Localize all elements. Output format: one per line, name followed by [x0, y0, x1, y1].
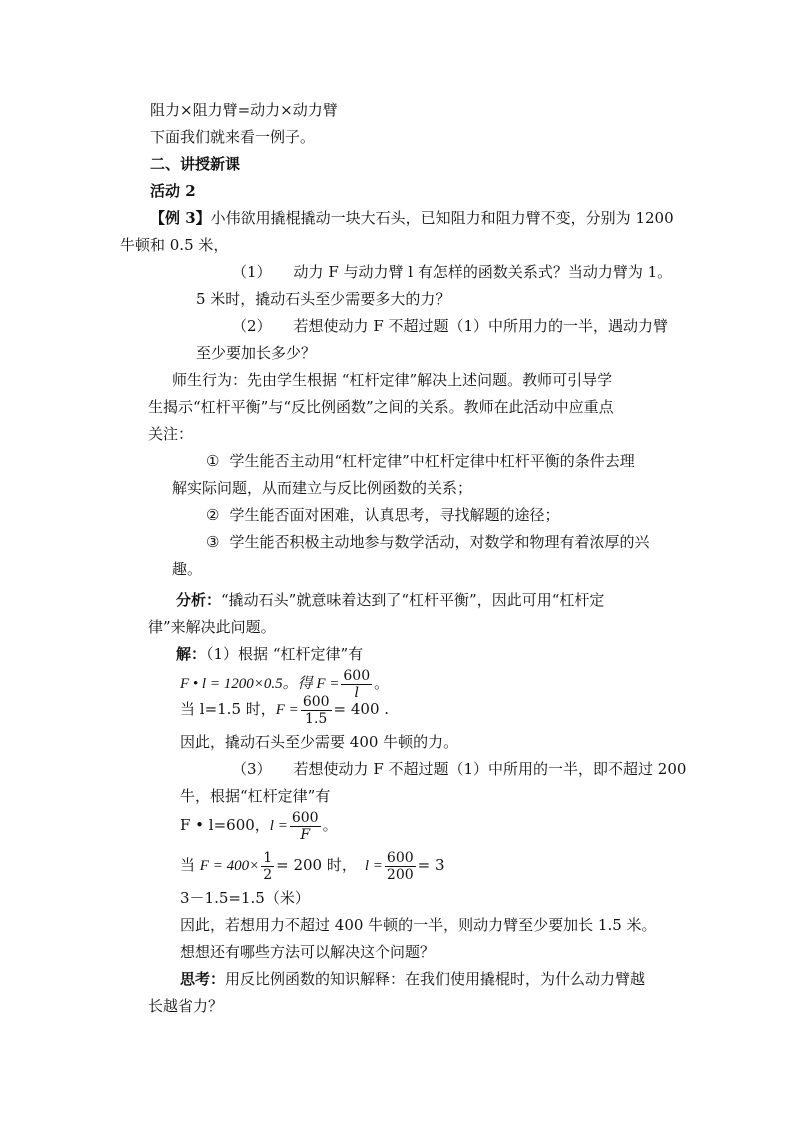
analysis-text: “撬动石头”就意味着达到了“杠杆平衡”，因此可用“杠杆定 — [221, 591, 605, 609]
eq3-denominator: F — [300, 826, 311, 843]
text-line: 因此，撬动石头至少需要 400 牛顿的力。 — [180, 733, 459, 751]
list-text: 学生能否主动用“杠杆定律”中杠杆定律中杠杆平衡的条件去理 — [229, 452, 635, 470]
example-text: 小伟欲用撬棍撬动一块大石头，已知阻力和阻力臂不变，分别为 1200 — [210, 209, 674, 227]
question-text: 动力 F 与动力臂 l 有怎样的函数关系式？当动力臂为 1。 — [293, 263, 673, 281]
list-marker: ③ — [206, 533, 220, 551]
question-number: （2） — [232, 317, 272, 335]
eq1-f: F = — [316, 676, 340, 692]
eq3-numerator: 600 — [291, 809, 319, 826]
text-line: 趣。 — [172, 560, 203, 578]
question-number: （3） — [232, 760, 272, 778]
example-tag: 【例 3】 — [150, 209, 211, 227]
list-marker: ① — [206, 452, 220, 470]
eq4-numerator-2: 600 — [386, 849, 414, 866]
think-line — [180, 969, 645, 989]
eq3-l: l = — [269, 818, 288, 834]
list-text: 学生能否积极主动地参与数学活动，对数学和物理有着浓厚的兴 — [229, 533, 650, 551]
question-number: （1） — [232, 263, 272, 281]
eq2-denominator: 1.5 — [305, 710, 328, 727]
text-line: 关注： — [148, 425, 194, 443]
question-text: 若想使动力 F 不超过题（1）中所用的一半，即不超过 200 — [293, 760, 687, 778]
text-line: 牛顿和 0.5 米， — [120, 236, 229, 254]
eq4-denominator: 2 — [263, 866, 273, 883]
eq1-end: 。 — [374, 674, 390, 692]
think-text: 用反比例函数的知识解释：在我们使用撬棍时，为什么动力臂越 — [225, 970, 646, 988]
text-line: 师生行为：先由学生根据 “杠杆定律”解决上述问题。教师可引导学 — [172, 371, 613, 389]
eq3-pre: F • l=600， — [180, 816, 270, 834]
list-item — [206, 505, 559, 525]
eq4-fraction — [261, 850, 274, 883]
equation-2 — [180, 692, 389, 727]
question-line — [232, 262, 672, 282]
text-line: 生揭示“杠杆平衡”与“反比例函数”之间的关系。教师在此活动中应重点 — [148, 398, 614, 416]
example-line — [150, 208, 674, 228]
list-item — [206, 451, 635, 471]
eq3-fraction — [290, 810, 321, 843]
text-line: 阻力×阻力臂=动力×动力臂 — [150, 101, 338, 119]
eq4-pre: 当 — [180, 856, 200, 874]
equation-3 — [180, 808, 338, 843]
eq4-f: F = 400× — [199, 858, 260, 874]
text-line: 想想还有哪些方法可以解决这个问题？ — [180, 943, 436, 961]
text-line: 至少要加长多少？ — [196, 344, 317, 362]
eq4-denominator-2: 200 — [386, 866, 414, 883]
eq2-numerator: 600 — [302, 693, 330, 710]
list-text: 学生能否面对困难，认真思考，寻找解题的途径； — [229, 506, 560, 524]
text-line: 下面我们就来看一例子。 — [150, 128, 316, 146]
text-line: 3－1.5=1.5（米） — [180, 889, 310, 907]
eq2-fraction — [301, 694, 332, 727]
eq3-end: 。 — [322, 816, 338, 834]
eq1-denominator: l — [354, 684, 359, 701]
think-tag: 思考： — [180, 970, 226, 988]
eq1-numerator: 600 — [343, 667, 371, 684]
eq2-pre: 当 l=1.5 时， — [180, 700, 276, 718]
text-line: 长越省力？ — [148, 997, 224, 1015]
text-line: 解实际问题，从而建立与反比例函数的关系； — [172, 479, 473, 497]
solution-tag: 解： — [176, 645, 207, 663]
eq4-l: l = — [364, 858, 383, 874]
analysis-tag: 分析： — [176, 591, 222, 609]
question-line — [232, 759, 686, 779]
eq1-left: F • l = 1200×0.5。得 — [180, 676, 317, 692]
section-heading: 二、讲授新课 — [150, 155, 241, 173]
solution-text: （1）根据 “杠杆定律”有 — [206, 645, 364, 663]
question-text: 若想使动力 F 不超过题（1）中所用力的一半，遇动力臂 — [293, 317, 669, 335]
eq4-mid: = 200 时， — [276, 856, 357, 874]
list-marker: ② — [206, 506, 220, 524]
question-line — [232, 316, 668, 336]
text-line: 因此，若想用力不超过 400 牛顿的一半，则动力臂至少要加长 1.5 米。 — [180, 916, 657, 934]
eq4-end: = 3 — [417, 856, 445, 874]
equation-4 — [180, 848, 445, 883]
activity-heading: 活动 2 — [150, 182, 196, 200]
analysis-line — [176, 590, 604, 610]
eq2-f: F = — [275, 702, 299, 718]
solution-line — [176, 644, 363, 664]
text-line: 牛，根据“杠杆定律”有 — [180, 787, 331, 805]
eq4-fraction-2 — [385, 850, 416, 883]
text-line: 律”来解决此问题。 — [148, 618, 276, 636]
text-line: 5 米时，撬动石头至少需要多大的力？ — [196, 290, 451, 308]
eq2-end: = 400 . — [333, 700, 390, 718]
eq4-numerator: 1 — [263, 849, 273, 866]
list-item — [206, 532, 649, 552]
